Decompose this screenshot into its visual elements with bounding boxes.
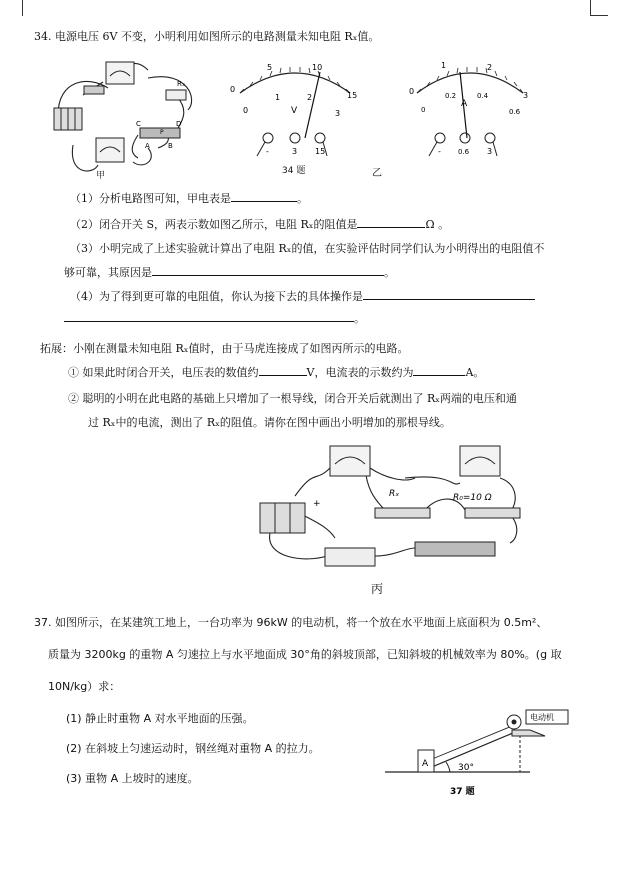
ext-item-2-line2: 过 Rₓ中的电流，测出了 Rₓ的阻值。请你在图中画出小明增加的那根导线。 <box>88 416 451 429</box>
q37-sub3: (3) 重物 A 上坡时的速度。 <box>66 772 199 785</box>
q37-sub2: (2) 在斜坡上匀速运动时，钢丝绳对重物 A 的拉力。 <box>66 742 320 755</box>
a-bot-06: 0.6 <box>509 108 521 116</box>
label-bing: 丙 <box>371 582 384 596</box>
crop-mark-right-h <box>590 15 608 16</box>
a-top-3: 3 <box>523 91 529 100</box>
q34-stem: 34. 电源电压 6V 不变，小明利用如图所示的电路测量未知电阻 Rₓ值。 <box>34 30 380 43</box>
v-top-0: 0 <box>230 85 236 94</box>
crop-mark-right <box>590 0 591 16</box>
motor-label: 电动机 <box>530 713 554 722</box>
v-term-neg: - <box>266 147 269 156</box>
v-bot-0: 0 <box>243 106 249 115</box>
v-letter: V <box>291 106 298 116</box>
answer-blank-ext-a[interactable] <box>413 364 465 376</box>
meter-jia-top <box>106 62 134 84</box>
q34-part1: （1）分析电路图可知，甲电表是 。 <box>70 192 308 205</box>
a-top-1: 1 <box>441 61 447 70</box>
ext-title: 拓展：小刚在测量未知电阻 Rₓ值时，由于马虎连接成了如图丙所示的电路。 <box>40 342 409 355</box>
meter-bing-right <box>460 446 500 476</box>
label-rx-bing: Rₓ <box>389 489 400 499</box>
resistor-r0-bing <box>465 508 520 518</box>
q37-line1: 37. 如图所示，在某建筑工地上，一台功率为 96kW 的电动机，将一个放在水平地面上底面积为 0.5m²、 <box>34 616 548 629</box>
answer-blank-1[interactable] <box>231 190 297 202</box>
answer-blank-ext-v[interactable] <box>259 364 307 376</box>
a-bot-0: 0 <box>421 106 426 114</box>
answer-blank-3[interactable] <box>152 264 384 276</box>
answer-blank-4b[interactable] <box>64 310 354 322</box>
a-top-0: 0 <box>409 87 415 96</box>
meter-jia-bottom <box>96 138 124 162</box>
voltmeter-needle <box>305 72 320 138</box>
battery-bing <box>260 503 305 533</box>
v-bot-2: 2 <box>307 93 313 102</box>
q34-part4: （4）为了得到更可靠的电阻值，你认为接下去的具体操作是 <box>70 288 535 304</box>
q34-fig-caption: 34 题 <box>282 166 306 176</box>
voltmeter-dial <box>225 58 365 158</box>
v-top-15: 15 <box>347 91 358 100</box>
label-yi: 乙 <box>372 168 382 179</box>
a-term-3: 3 <box>487 147 493 156</box>
ext-item-2-line1: ② 聪明的小明在此电路的基础上只增加了一根导线，闭合开关后就测出了 Rₓ两端的电压和通 <box>68 392 517 405</box>
circuit-figure-bing <box>255 438 555 578</box>
answer-blank-2[interactable] <box>357 216 425 228</box>
angle-label: 30° <box>458 763 474 773</box>
q34-part4-cont: 。 <box>64 310 365 326</box>
v-top-10: 10 <box>312 63 323 72</box>
a-term-neg: - <box>438 147 441 156</box>
v-bot-3: 3 <box>335 109 341 118</box>
q37-sub1: (1) 静止时重物 A 对水平地面的压强。 <box>66 712 254 725</box>
switch-bing <box>325 548 375 566</box>
resistor-rx-jia <box>166 90 186 100</box>
incline-figure <box>380 704 580 804</box>
label-c: C <box>136 120 141 128</box>
rheostat-bing <box>415 542 495 556</box>
crop-mark-left <box>22 0 23 16</box>
q34-part2: （2）闭合开关 S，两表示数如图乙所示，电阻 Rₓ的阻值是 Ω 。 <box>70 218 450 231</box>
label-jia: 甲 <box>96 171 106 181</box>
answer-blank-4a[interactable] <box>363 288 535 300</box>
circuit-figure-jia <box>48 50 198 180</box>
label-d: D <box>176 120 182 128</box>
q37-line2: 质量为 3200kg 的重物 A 匀速拉上与水平地面成 30°角的斜坡顶部，已知斜坡的机械效率为 80%。(g 取 <box>48 648 562 661</box>
v-bot-1: 1 <box>275 93 281 102</box>
a-letter: A <box>461 99 468 109</box>
label-rx: Rₓ <box>177 80 185 88</box>
label-plus: + <box>313 499 321 509</box>
a-bot-02: 0.2 <box>445 92 457 100</box>
a-top-2: 2 <box>487 63 493 72</box>
q37-fig-caption: 37 题 <box>450 787 475 797</box>
ext-item-1: ① 如果此时闭合开关，电压表的数值约 V，电流表的示数约为 A。 <box>68 366 485 379</box>
ammeter-dial <box>405 58 545 158</box>
label-r0-bing: R₀=10 Ω <box>453 493 492 503</box>
switch-jia <box>84 86 104 94</box>
a-term-06: 0.6 <box>458 148 470 156</box>
v-term-3: 3 <box>292 147 298 156</box>
v-term-15: 15 <box>315 147 326 156</box>
a-bot-04: 0.4 <box>477 92 489 100</box>
block-a-label: A <box>422 759 429 769</box>
resistor-rx-bing <box>375 508 430 518</box>
label-a: A <box>145 142 150 150</box>
q34-part3-line2: 够可靠，其原因是 。 <box>64 266 395 279</box>
label-p: P <box>160 129 164 136</box>
q37-line3: 10N/kg）求： <box>48 680 121 693</box>
label-b: B <box>168 142 173 150</box>
meter-bing-left <box>330 446 370 476</box>
v-top-5: 5 <box>267 63 273 72</box>
q34-part3-line1: （3）小明完成了上述实验就计算出了电阻 Rₓ的值，在实验评估时同学们认为小明得出的电阻值不 <box>70 242 545 255</box>
